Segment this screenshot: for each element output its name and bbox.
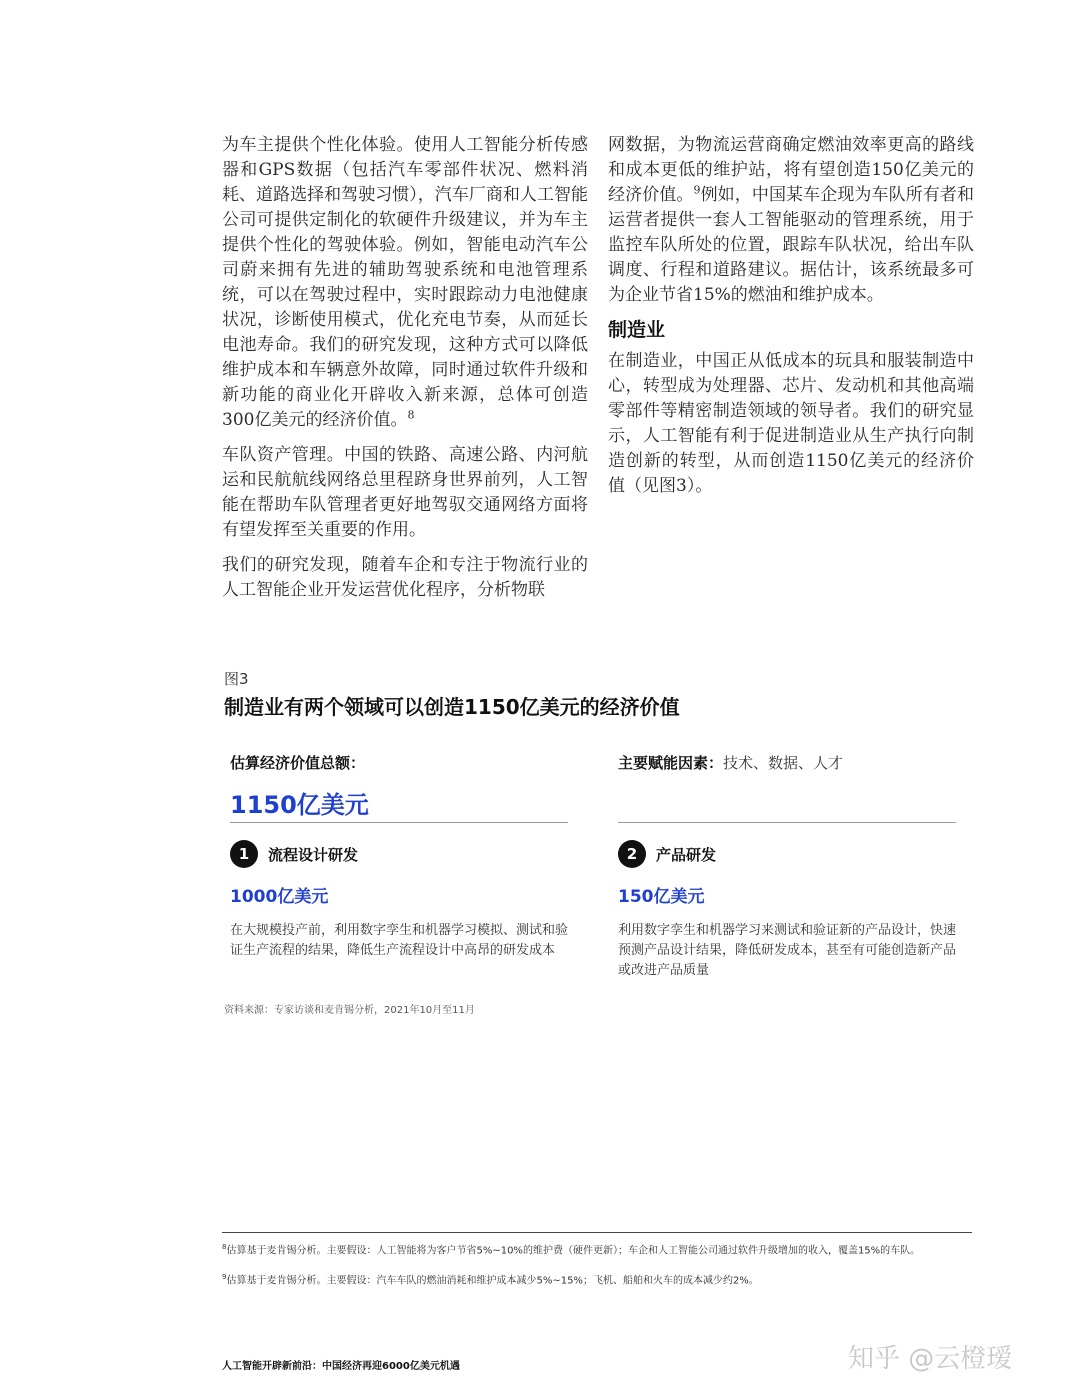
paragraph-personalized-experience <box>222 133 588 433</box>
paragraph-manufacturing: 在制造业，中国正从低成本的玩具和服装制造中心，转型成为处理器、芯片、发动机和其他高端零部件等精密制造领域的领导者。我们的研究显示，人工智能有利于促进制造业从生产执行向制造创新的转型，从而创造1150亿美元的经济价值（见图3）。 <box>608 351 974 496</box>
paragraph-text: 网数据，为物流运营商确定燃油效率更高的路线和成本更低的维护站，将有望创造150亿美元的经济价值。 <box>608 135 974 205</box>
footnote-number: 9 <box>222 1273 227 1281</box>
figure-total-block <box>230 752 570 820</box>
left-text-column <box>222 133 588 613</box>
footer-report-title: 人工智能开辟新前沿：中国经济再迎6000亿美元机遇 <box>222 1361 460 1372</box>
paragraph-logistics <box>608 133 974 308</box>
footnote-8 <box>222 1240 970 1258</box>
figure-item-product-rd <box>618 840 958 981</box>
total-value-label: 估算经济价值总额： <box>230 754 366 772</box>
footnote-text: 估算基于麦肯锡分析。主要假设：汽车车队的燃油消耗和维护成本减少5%~15%；飞机、船舶和火车的成本减少约2%。 <box>226 1275 759 1287</box>
figure-label: 图3 <box>224 670 249 688</box>
footnote-9 <box>222 1270 970 1288</box>
item-value: 1000亿美元 <box>230 887 329 907</box>
footnote-text: 估算基于麦肯锡分析。主要假设：人工智能将为客户节省5%~10%的维护费（硬件更新）；车企和人工智能公司通过软件升级增加的收入，覆盖15%的车队。 <box>226 1245 921 1257</box>
figure-item-process-rd <box>230 840 570 961</box>
total-value: 1150亿美元 <box>230 791 369 819</box>
figure-source: 资料来源：专家访谈和麦肯锡分析，2021年10月至11月 <box>224 1005 475 1016</box>
paragraph-fleet-asset-management: 车队资产管理。中国的铁路、高速公路、内河航运和民航航线网络总里程跻身世界前列，人工智能在帮助车队管理者更好地驾驭交通网络方面将有望发挥至关重要的作用。 <box>222 445 588 540</box>
footnote-ref-8[interactable]: 8 <box>407 408 415 422</box>
number-badge: 2 <box>618 840 646 868</box>
enablers-label: 主要赋能因素： <box>618 754 724 772</box>
item-title: 产品研发 <box>656 845 717 864</box>
item-description: 在大规模投产前，利用数字孪生和机器学习模拟、测试和验证生产流程的结果，降低生产流程设计中高昂的研发成本 <box>230 923 569 958</box>
item-description: 利用数字孪生和机器学习来测试和验证新的产品设计，快速预测产品设计结果，降低研发成本，甚至有可能创造新产品或改进产品质量 <box>618 923 957 978</box>
footnote-rule <box>222 1232 972 1233</box>
figure-divider-left <box>230 822 568 823</box>
item-header <box>230 840 570 868</box>
figure-divider-right <box>618 822 956 823</box>
section-heading-manufacturing: 制造业 <box>608 319 666 341</box>
footnote-number: 8 <box>222 1243 227 1251</box>
footnote-ref-9[interactable]: 9 <box>693 183 701 197</box>
item-header <box>618 840 958 868</box>
enablers-value: 技术、数据、人才 <box>723 754 844 772</box>
right-text-column <box>608 133 974 509</box>
paragraph-research-finding: 我们的研究发现，随着车企和专注于物流行业的人工智能企业开发运营优化程序，分析物联 <box>222 555 588 600</box>
paragraph-text: 例如，中国某车企现为车队所有者和运营者提供一套人工智能驱动的管理系统，用于监控车队所处的位置，跟踪车队状况，给出车队调度、行程和道路建议。据估计，该系统最多可为企业节省15%的燃油和维护成本。 <box>608 185 975 305</box>
item-title: 流程设计研发 <box>268 845 359 864</box>
item-value: 150亿美元 <box>618 887 705 907</box>
figure-title: 制造业有两个领域可以创造1150亿美元的经济价值 <box>224 695 680 719</box>
paragraph-text: 为车主提供个性化体验。使用人工智能分析传感器和GPS数据（包括汽车零部件状况、燃料消耗、道路选择和驾驶习惯），汽车厂商和人工智能公司可提供定制化的软硬件升级建议，并为车主提供个性化的驾驶体验。例如，智能电动汽车公司蔚来拥有先进的辅助驾驶系统和电池管理系统，可以在驾驶过程中，实时跟踪动力电池健康状况，诊断使用模式，优化充电节奏，从而延长电池寿命。我们的研究发现，这种方式可以降低维护成本和车辆意外故障，同时通过软件升级和新功能的商业化开辟收入新来源，总体可创造300亿美元的经济价值。 <box>222 135 588 430</box>
figure-enablers-block <box>618 752 958 773</box>
watermark: 知乎 @云橙瑷 <box>848 1344 1013 1374</box>
number-badge: 1 <box>230 840 258 868</box>
